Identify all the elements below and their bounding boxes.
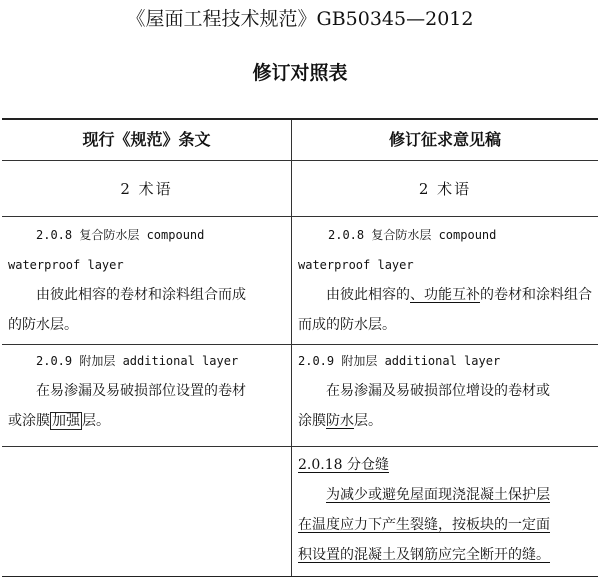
clause-line xyxy=(298,280,596,310)
clause-line: 在温度应力下产生裂缝，按板块的一定面 xyxy=(298,517,550,533)
clause-line: waterproof layer xyxy=(298,258,414,272)
clause-2-0-8-current xyxy=(8,220,288,340)
clause-line: 积设置的混凝土及钢筋应完全断开的缝。 xyxy=(298,547,550,563)
clause-line: 2.0.18 分仓缝 xyxy=(298,457,389,473)
row-divider xyxy=(2,216,598,217)
revised-text: 加强 xyxy=(52,413,80,429)
comparison-table xyxy=(2,118,598,577)
header-current: 现行《规范》条文 xyxy=(82,130,211,149)
clause-2-0-9-revision xyxy=(298,346,596,436)
clause-text: 层。 xyxy=(82,413,110,429)
section-current: 2 术语 xyxy=(120,180,173,198)
clause-line: 为减少或避免屋面现浇混凝土保护层 xyxy=(326,487,550,503)
clause-text: 层。 xyxy=(354,413,382,429)
clause-text: 或涂膜 xyxy=(8,413,50,429)
clause-2-0-18-revision xyxy=(298,450,596,570)
clause-line: 在易渗漏及易破损部位设置的卷材 xyxy=(36,383,246,399)
header-revision: 修订征求意见稿 xyxy=(388,130,501,149)
revised-text: 防水 xyxy=(326,413,354,429)
row-divider xyxy=(2,344,598,345)
document-subtitle: 修订对照表 xyxy=(252,62,348,84)
clause-line: 在易渗漏及易破损部位增设的卷材或 xyxy=(326,383,550,399)
clause-line: waterproof layer xyxy=(8,258,124,272)
clause-2-0-8-revision xyxy=(298,220,596,340)
clause-text: 涂膜 xyxy=(298,413,326,429)
clause-line: 2.0.8 复合防水层 compound xyxy=(36,228,205,242)
clause-line: 而成的防水层。 xyxy=(298,317,396,333)
clause-line: 2.0.9 附加层 additional layer xyxy=(36,354,239,368)
revised-text: 、功能互补 xyxy=(410,287,480,303)
clause-line: 2.0.8 复合防水层 compound xyxy=(328,228,497,242)
row-divider xyxy=(2,160,598,161)
clause-line: 2.0.9 附加层 additional layer xyxy=(298,354,501,368)
clause-text: 由彼此相容的 xyxy=(326,287,410,303)
clause-text: 的卷材和涂料组合 xyxy=(480,287,592,303)
clause-line: 由彼此相容的卷材和涂料组合而成 xyxy=(36,287,246,303)
clause-line xyxy=(8,406,288,436)
document-title: 《屋面工程技术规范》GB50345—2012 xyxy=(126,8,474,30)
row-divider xyxy=(2,446,598,447)
clause-2-0-9-current xyxy=(8,346,288,436)
section-revision: 2 术语 xyxy=(418,180,472,198)
clause-line xyxy=(298,406,596,436)
clause-line: 的防水层。 xyxy=(8,317,78,333)
